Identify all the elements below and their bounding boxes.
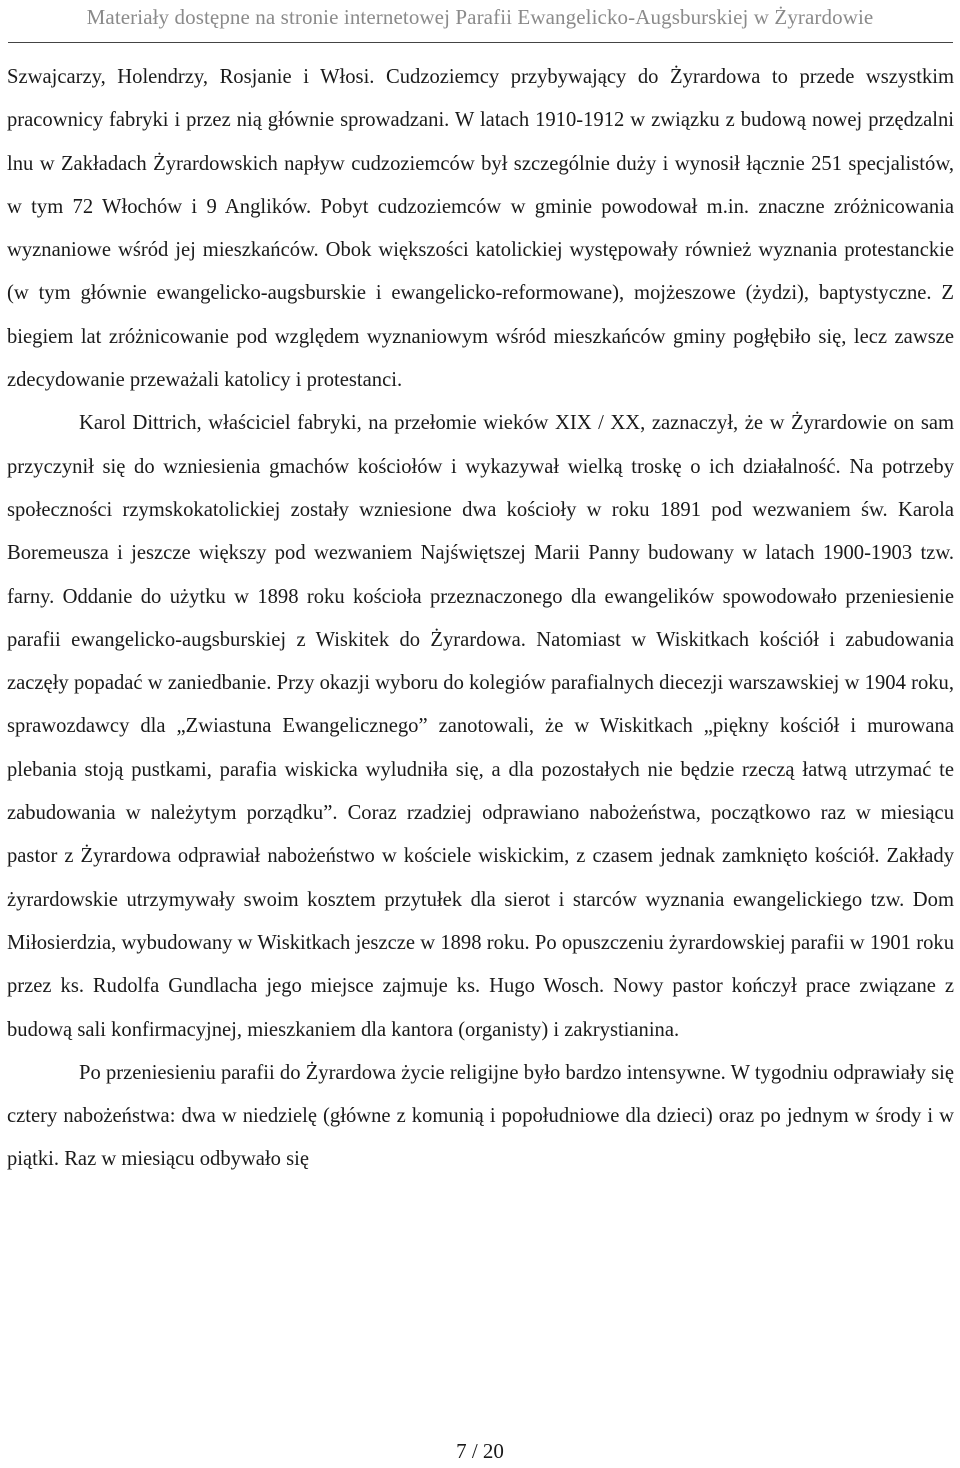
paragraph-2: Karol Dittrich, właściciel fabryki, na przełomie wieków XIX / XX, zaznaczył, że w Żyrardowie on sam przyczynił się do wzniesienia gmachów kościołów i wykazywał wielką troskę o ich działalność. Na potrzeby społeczności rzymskokatolickiej zostały wzniesione dwa kościoły w roku 1891 pod wezwaniem św. Karola Boremeusza i jeszcze większy pod wezwaniem Najświętszej Marii Panny budowany w latach 1900-1903 tzw. farny. Oddanie do użytku w 1898 roku kościoła przeznaczonego dla ewangelików spowodowało przeniesienie parafii ewangelicko-augsburskiej z Wiskitek do Żyrardowa. Natomiast w Wiskitkach kościół i zabudowania zaczęły popadać w zaniedbanie. Przy okazji wyboru do kolegiów parafialnych diecezji warszawskiej w 1904 roku, sprawozdawcy dla „Zwiastuna Ewangelicznego” zanotowali, że w Wiskitkach „piękny kościół i murowana plebania stoją pustkami, parafia wiskicka wyludniła się, a dla pozostałych nie będzie rzeczą łatwą utrzymać te zabudowania w należytym porządku”. Coraz rzadziej odprawiano nabożeństwa, początkowo raz w miesiącu pastor z Żyrardowa odprawiał nabożeństwo w kościele wiskickim, z czasem jednak zamknięto kościół. Zakłady żyrardowskie utrzymywały swoim kosztem przytułek dla sierot i starców wyznania ewangelickiego tzw. Dom Miłosierdzia, wybudowany w Wiskitkach jeszcze w 1898 roku. Po opuszczeniu żyrardowskiej parafii w 1901 roku przez ks. Rudolfa Gundlacha jego miejsce zajmuje ks. Hugo Wosch. Nowy pastor kończył prace związane z budową sali konfirmacyjnej, mieszkaniem dla kantora (organisty) i zakrystianina. (7, 412, 954, 1041)
document-body (7, 56, 954, 1182)
page-number: 7 / 20 (456, 1439, 504, 1463)
header-divider (8, 42, 953, 43)
paragraph-3: Po przeniesieniu parafii do Żyrardowa życie religijne było bardzo intensywne. W tygodniu odprawiały się cztery nabożeństwa: dwa w niedzielę (główne z komunią i popołudniowe dla dzieci) oraz po jednym w środy i w piątki. Raz w miesiącu odbywało się (7, 1061, 954, 1171)
page-header: Materiały dostępne na stronie internetowej Parafii Ewangelicko-Augsburskiej w Żyrardowie (86, 5, 874, 29)
paragraph-1: Szwajcarzy, Holendrzy, Rosjanie i Włosi. Cudzoziemcy przybywający do Żyrardowa to przede wszystkim pracownicy fabryki i przez nią głównie sprowadzani. W latach 1910-1912 w związku z budową nowej przędzalni lnu w Zakładach Żyrardowskich napływ cudzoziemców był szczególnie duży i wynosił łącznie 251 specjalistów, w tym 72 Włochów i 9 Anglików. Pobyt cudzoziemców w gminie powodował m.in. znaczne zróżnicowania wyznaniowe wśród jej mieszkańców. Obok większości katolickiej występowały również wyznania protestanckie (w tym głównie ewangelicko-augsburskie i ewangelicko-reformowane), mojżeszowe (żydzi), baptystyczne. Z biegiem lat zróżnicowanie pod względem wyznaniowym wśród mieszkańców gminy pogłębiło się, lecz zawsze zdecydowanie przeważali katolicy i protestanci. (7, 66, 954, 392)
